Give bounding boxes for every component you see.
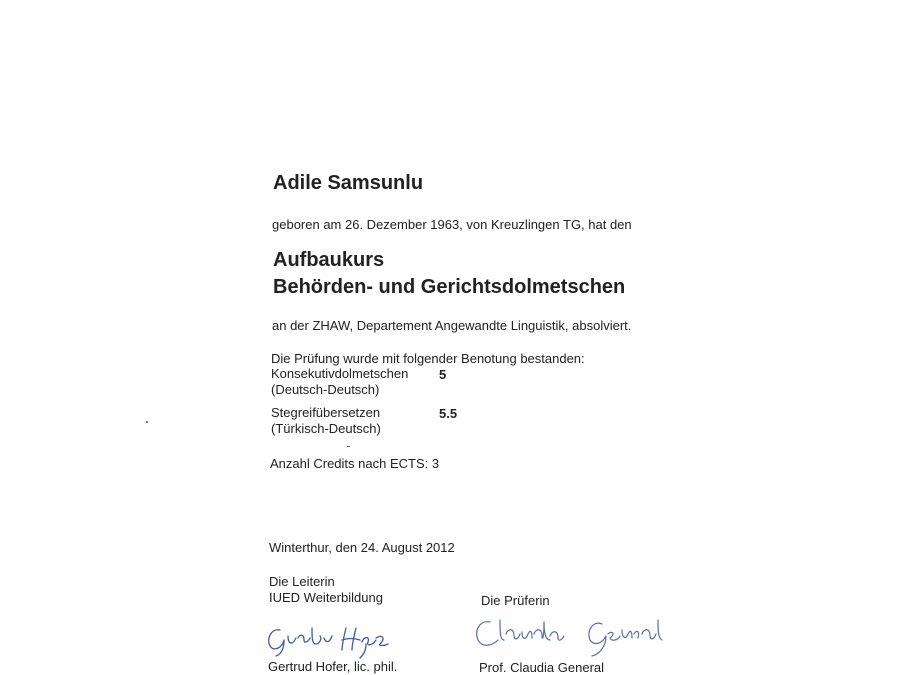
grade-subject: Stegreifübersetzen [271,405,381,420]
credits-line: Anzahl Credits nach ECTS: 3 [270,456,440,471]
scan-speck [146,421,148,423]
birth-line: geboren am 26. Dezember 1963, von Kreuzlingen TG, hat den [272,217,632,232]
recipient-name: Adile Samsunlu [273,172,424,194]
course-title-line1: Aufbaukurs [273,249,385,271]
left-role-line2: IUED Weiterbildung [269,590,383,605]
place-date: Winterthur, den 24. August 2012 [269,540,455,555]
grade-value: 5 [439,367,447,382]
left-signer-name: Gertrud Hofer, lic. phil. [268,659,398,674]
grade-languages: (Deutsch-Deutsch) [271,382,380,397]
grade-languages: (Türkisch-Deutsch) [271,421,381,436]
scan-speck [347,446,350,447]
course-title-line2: Behörden- und Gerichtsdolmetschen [273,276,626,298]
right-role-line1: Die Prüferin [481,593,550,608]
grade-value: 5.5 [439,406,458,421]
right-signature [470,614,670,660]
right-signer-name: Prof. Claudia General [479,660,605,675]
exam-intro: Die Prüfung wurde mit folgender Benotung bestanden: [271,351,585,366]
institution-line: an der ZHAW, Departement Angewandte Linguistik, absolviert. [272,318,632,333]
left-signature [262,624,392,660]
left-role-line1: Die Leiterin [269,574,335,589]
grade-subject: Konsekutivdolmetschen [271,366,409,381]
